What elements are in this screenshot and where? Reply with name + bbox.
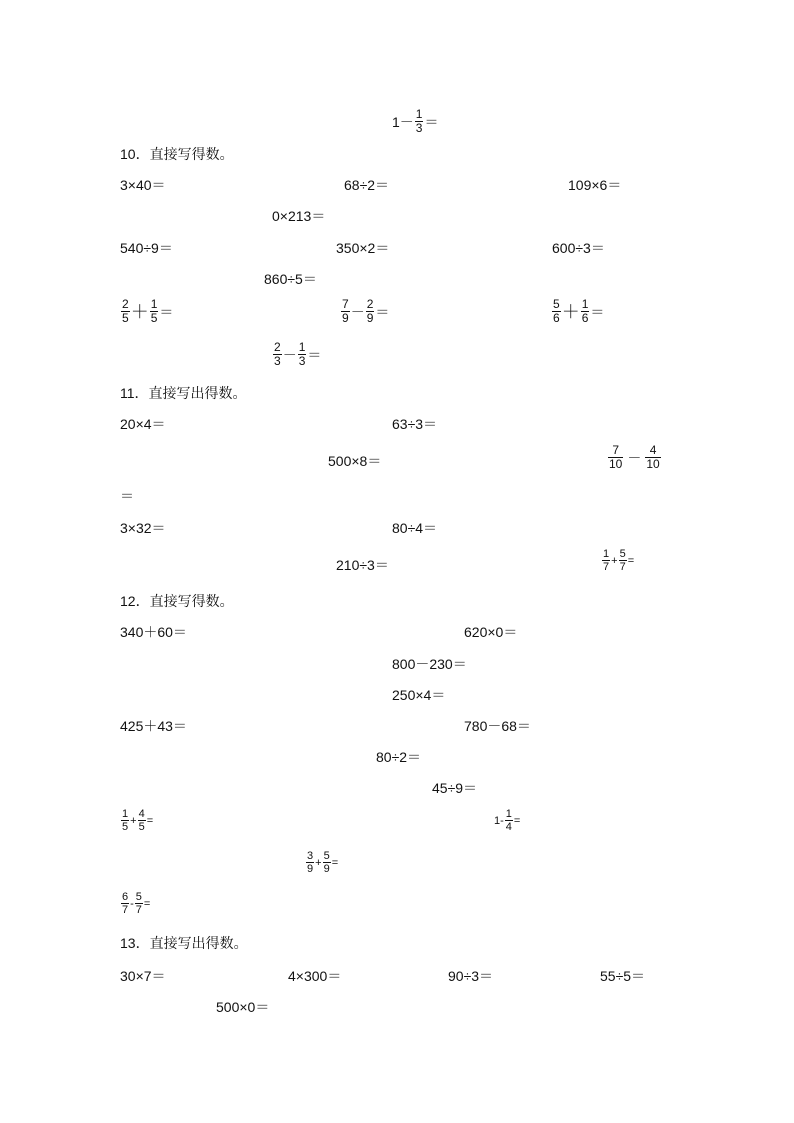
- problem: 3×40＝: [120, 177, 166, 193]
- problem: 4×300＝: [288, 968, 342, 984]
- section-11-heading: 11．直接写出得数。: [120, 385, 247, 401]
- problem: 0×213＝: [272, 208, 326, 224]
- fraction-problem: $\frac{7}{9}$ － $\frac{2}{9}$ ＝: [342, 297, 390, 325]
- problem: 860÷5＝: [264, 271, 317, 287]
- problem: 350×2＝: [336, 240, 390, 256]
- problem: 250×4＝: [392, 687, 446, 703]
- problem: 340＋60＝: [120, 624, 187, 640]
- problem: 80÷4＝: [392, 520, 438, 536]
- fraction-problem: $\frac{1}{5}$ + $\frac{4}{5}$ =: [122, 808, 154, 833]
- fraction-problem: $\frac{7}{10}$ － $\frac{4}{10}$: [609, 443, 660, 471]
- expr-one-minus-one-third: 1－ $\frac{1}{3}$ ＝: [392, 107, 439, 135]
- problem: 780－68＝: [464, 718, 531, 734]
- problem: 800－230＝: [392, 656, 467, 672]
- section-10-heading: 10．直接写得数。: [120, 146, 234, 162]
- problem: 210÷3＝: [336, 557, 389, 573]
- problem: 3×32＝: [120, 520, 166, 536]
- fraction-problem: $\frac{2}{3}$ － $\frac{1}{3}$ ＝: [274, 340, 322, 368]
- problem: 500×0＝: [216, 999, 270, 1015]
- problem: 425＋43＝: [120, 718, 187, 734]
- fraction-problem: $\frac{1}{7}$ + $\frac{5}{7}$ =: [603, 548, 635, 573]
- problem: 20×4＝: [120, 416, 166, 432]
- problem: 63÷3＝: [392, 416, 438, 432]
- fraction-problem: $\frac{2}{5}$ ＋ $\frac{1}{5}$ ＝: [122, 297, 174, 325]
- problem: 600÷3＝: [552, 240, 605, 256]
- problem: 55÷5＝: [600, 968, 646, 984]
- fraction-problem: $\frac{3}{9}$ + $\frac{5}{9}$ =: [307, 850, 339, 875]
- section-13-heading: 13．直接写出得数。: [120, 935, 248, 951]
- equals-sign: ＝: [120, 488, 134, 504]
- problem: 90÷3＝: [448, 968, 494, 984]
- problem: 109×6＝: [568, 177, 622, 193]
- fraction-problem: $\frac{5}{6}$ ＋ $\frac{1}{6}$ ＝: [553, 297, 605, 325]
- fraction-problem: 1- $\frac{1}{4}$ =: [494, 808, 521, 833]
- fraction-problem: $\frac{6}{7}$ - $\frac{5}{7}$ =: [122, 891, 151, 916]
- problem: 30×7＝: [120, 968, 166, 984]
- section-12-heading: 12．直接写得数。: [120, 593, 234, 609]
- fraction: $\frac{1}{3}$: [415, 107, 423, 135]
- problem: 45÷9＝: [432, 780, 478, 796]
- problem: 80÷2＝: [376, 749, 422, 765]
- problem: 620×0＝: [464, 624, 518, 640]
- problem: 500×8＝: [328, 453, 382, 469]
- problem: 68÷2＝: [344, 177, 390, 193]
- problem: 540÷9＝: [120, 240, 173, 256]
